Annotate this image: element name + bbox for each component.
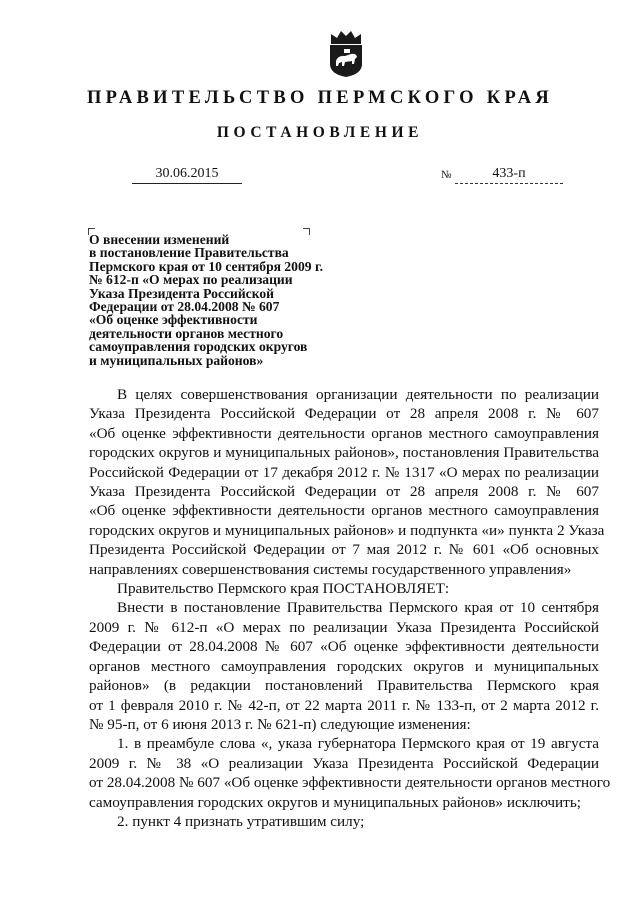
body-line: 2009 г. № 38 «О реализации Указа Президента Российской Федерации [89,754,599,772]
body-line: В целях совершенствования организации деятельности по реализации [117,386,599,403]
gospel-on-bear [344,49,350,53]
document-type: ПОСТАНОВЛЕНИЕ [216,124,424,141]
body-line: «Об оценке эффективности деятельности органов местного самоуправления [89,502,599,520]
body-line: самоуправления городских округов и муниципальных районов» исключить; [89,793,581,811]
body-line: Указа Президента Российской Федерации от 28 апреля 2008 г. № 607 [89,405,599,423]
document-number: 433-п [455,166,563,184]
document-title [89,233,379,367]
coat-of-arms-icon [327,28,365,78]
title-line: № 612-п «О мерах по реализации [89,272,293,288]
title-line: в постановление Правительства [89,245,289,261]
body-line: 2. пункт 4 признать утратившим силу; [117,812,365,830]
title-line: О внесении изменений [89,232,230,247]
number-sign: № [441,169,452,181]
title-line: самоуправления городских округов [89,339,308,355]
title-line: Указа Президента Российской [89,285,274,301]
government-title: ПРАВИТЕЛЬСТВО ПЕРМСКОГО КРАЯ [86,88,554,108]
body-line: органов местного самоуправления городских округов и муниципальных [89,657,599,675]
body-line: от 28.04.2008 № 607 «Об оценке эффективности деятельности органов местного [89,774,611,792]
title-line: Пермского края от 10 сентября 2009 г. [89,258,324,274]
body-line: направлениях совершенствования системы государственного управления» [89,560,572,578]
document-date: 30.06.2015 [132,166,242,184]
title-line: деятельности органов местного [89,325,284,341]
body-line: 2009 г. № 612-п «О мерах по реализации Указа Президента Российской [89,618,599,636]
title-line: «Об оценке эффективности [89,312,258,328]
body-line: городских округов и муниципальных районов» и подпункта «и» пункта 2 Указа [89,521,605,539]
body-line: Президента Российской Федерации от 7 мая 2012 г. № 601 «Об основных [89,541,599,559]
title-line: Федерации от 28.04.2008 № 607 [89,299,280,315]
crown-shape [331,31,361,44]
body-line: 1. в преамбуле слова «, указа губернатора Пермского края от 19 августа [117,735,599,753]
body-line: № 95-п, от 6 июня 2013 г. № 621-п) следующие изменения: [89,715,471,733]
body-line: Указа Президента Российской Федерации от 28 апреля 2008 г. № 607 [89,483,599,501]
body-line: от 1 февраля 2010 г. № 42-п, от 22 марта 2011 г. № 133-п, от 2 марта 2012 г. [89,696,599,714]
document-body [89,385,611,831]
body-line: «Об оценке эффективности деятельности органов местного самоуправления [89,424,599,442]
title-line: и муниципальных районов» [89,352,264,368]
body-line: городских округов и муниципальных районов», постановления Правительства [89,444,599,462]
body-line: Правительство Пермского края ПОСТАНОВЛЯЕТ: [117,580,450,598]
body-line: Российской Федерации от 17 декабря 2012 г. № 1317 «О мерах по реализации [89,463,599,481]
body-line: Внести в постановление Правительства Пермского края от 10 сентября [117,599,599,617]
body-line: районов» (в редакции постановлений Правительства Пермского края [89,677,599,695]
body-line: Федерации от 28.04.2008 № 607 «Об оценке эффективности деятельности [89,638,599,656]
